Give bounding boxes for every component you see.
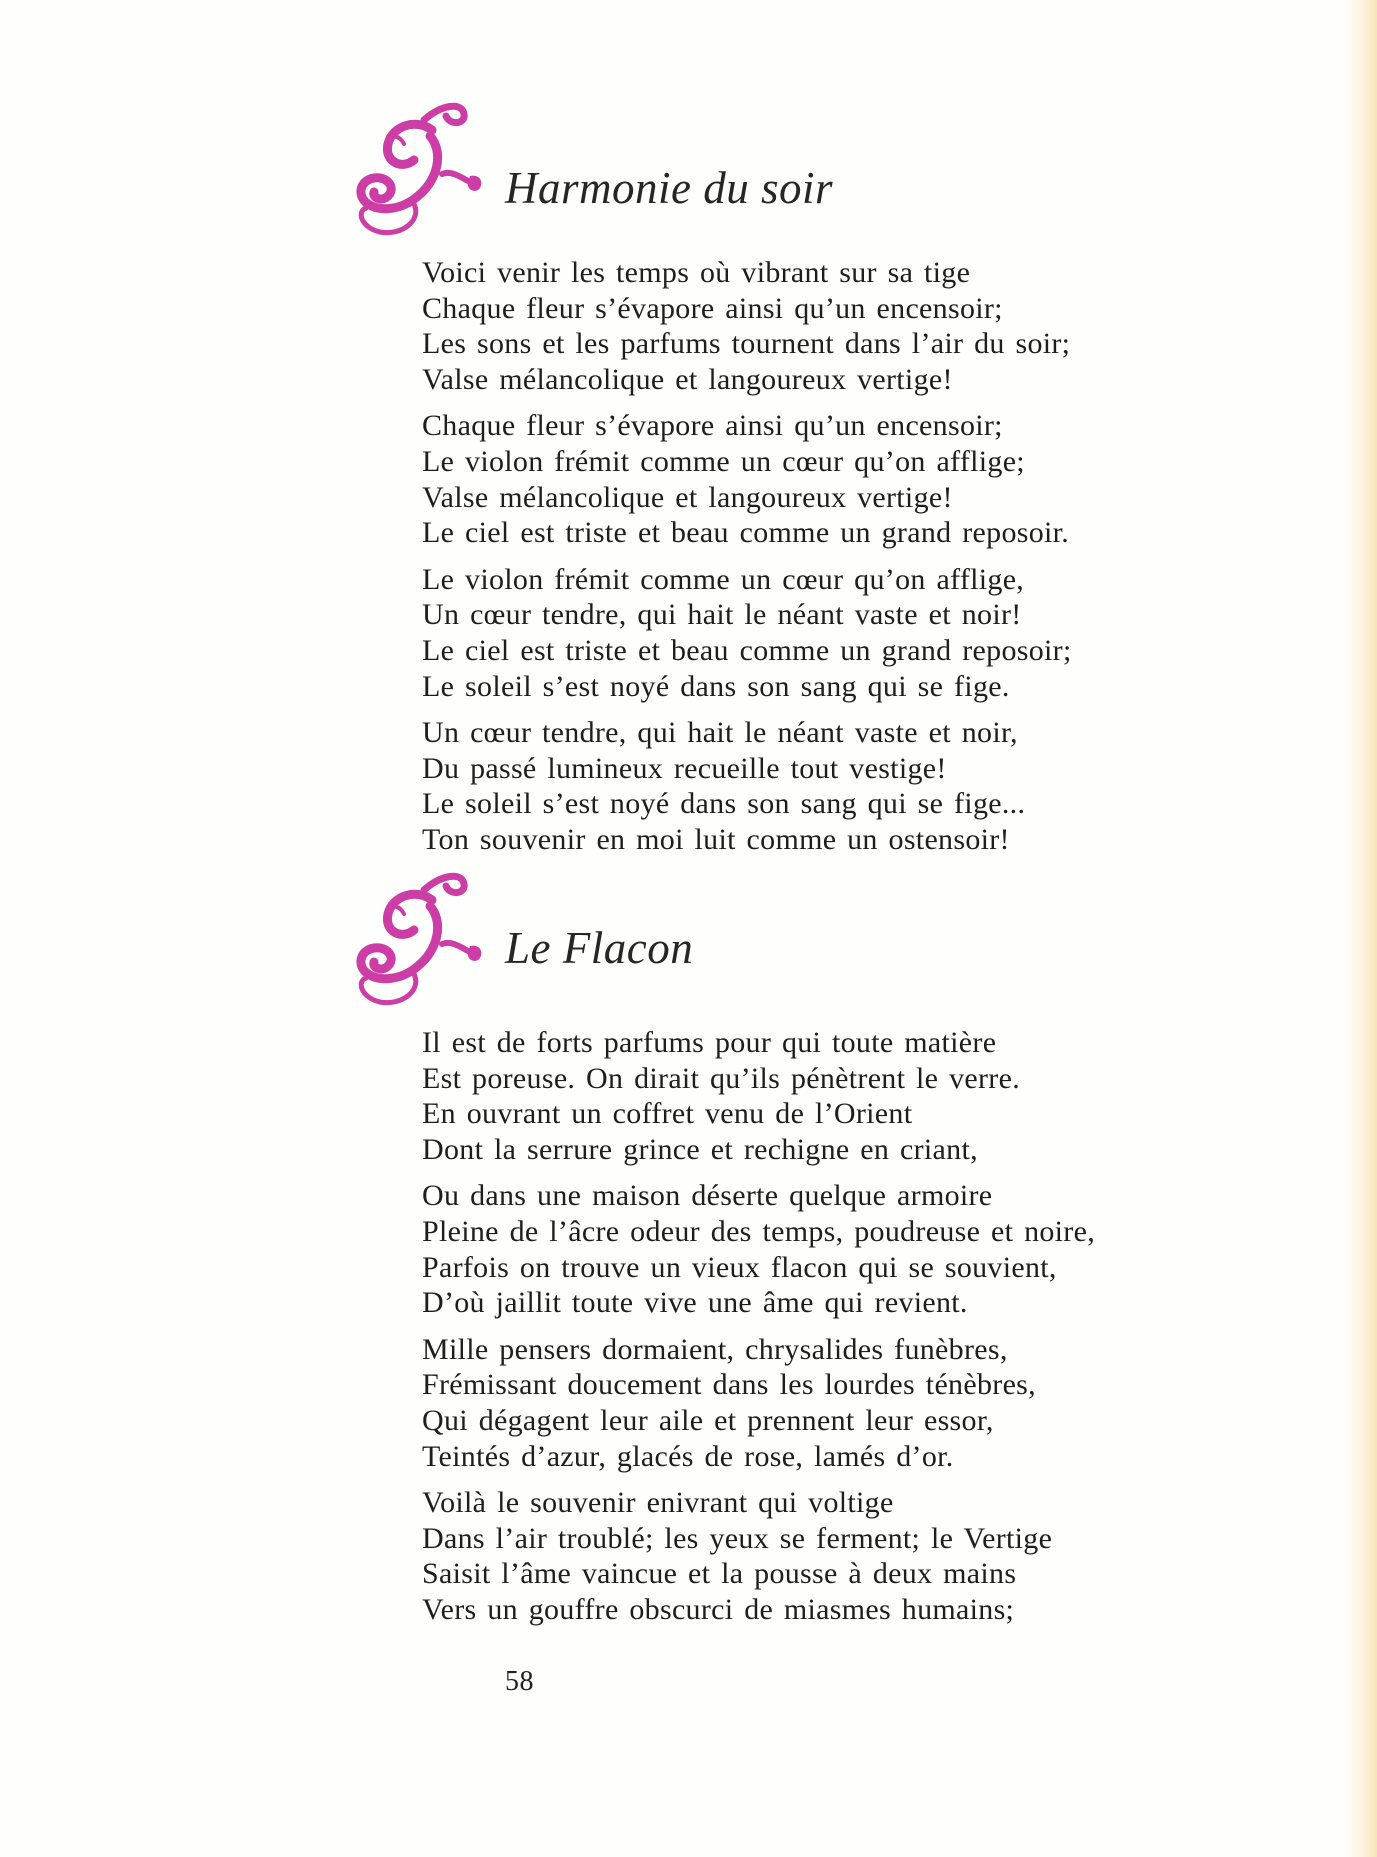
verse-line: Ou dans une maison déserte quelque armoire [422, 1179, 993, 1213]
verse-line: Est poreuse. On dirait qu’ils pénètrent le verre. [422, 1061, 1021, 1095]
verse-line: Le soleil s’est noyé dans son sang qui se fige. [422, 669, 1010, 703]
stanza [422, 715, 1200, 857]
verse-line: Saisit l’âme vaincue et la pousse à deux mains [422, 1557, 1017, 1591]
verse-line: Pleine de l’âcre odeur des temps, poudreuse et noire, [422, 1214, 1096, 1248]
verse-line: Mille pensers dormaient, chrysalides funèbres, [422, 1332, 1008, 1366]
floral-swash-ornament-icon [352, 870, 494, 1018]
verse-line: Le ciel est triste et beau comme un grand reposoir. [422, 516, 1070, 550]
verse-line: Le ciel est triste et beau comme un grand reposoir; [422, 633, 1072, 667]
verse-line: Un cœur tendre, qui hait le néant vaste et noir! [422, 598, 1022, 632]
verse-line: Le violon frémit comme un cœur qu’on afflige, [422, 562, 1025, 596]
poem-stanzas [422, 255, 1200, 858]
stanza [422, 1178, 1200, 1320]
poem-title: Le Flacon [505, 923, 694, 973]
verse-line: Valse mélancolique et langoureux vertige! [422, 480, 953, 514]
verse-line: Valse mélancolique et langoureux vertige! [422, 362, 953, 396]
verse-line: Dans l’air troublé; les yeux se ferment; le Vertige [422, 1521, 1053, 1555]
verse-line: D’où jaillit toute vive une âme qui revient. [422, 1286, 968, 1320]
poem-header [0, 100, 1200, 255]
verse-line: Le soleil s’est noyé dans son sang qui se fige... [422, 787, 1026, 821]
poem-le-flacon [0, 870, 1200, 1639]
poem-stanzas [422, 1025, 1200, 1628]
verse-line: Frémissant doucement dans les lourdes ténèbres, [422, 1368, 1036, 1402]
ornament-svg [352, 870, 494, 1018]
verse-line: Il est de forts parfums pour qui toute matière [422, 1026, 997, 1059]
verse-line: Un cœur tendre, qui hait le néant vaste et noir, [422, 716, 1018, 750]
poem-header [0, 870, 1200, 1025]
poem-harmonie-du-soir [0, 100, 1200, 869]
verse-line: Qui dégagent leur aile et prennent leur essor, [422, 1403, 994, 1437]
verse-line: En ouvrant un coffret venu de l’Orient [422, 1097, 913, 1131]
stanza [422, 1485, 1200, 1627]
verse-line: Parfois on trouve un vieux flacon qui se souvient, [422, 1250, 1057, 1284]
verse-line: Voilà le souvenir enivrant qui voltige [422, 1486, 894, 1520]
stanza [422, 408, 1200, 550]
floral-swash-ornament-icon [352, 100, 494, 248]
verse-line: Chaque fleur s’évapore ainsi qu’un encensoir; [422, 291, 1003, 325]
verse-line: Dont la serrure grince et rechigne en criant, [422, 1132, 978, 1166]
stanza [422, 562, 1200, 704]
stanza [422, 1025, 1200, 1167]
stanza [422, 255, 1200, 397]
verse-line: Du passé lumineux recueille tout vestige! [422, 751, 947, 785]
page-number: 58 [505, 1666, 534, 1697]
verse-line: Les sons et les parfums tournent dans l’air du soir; [422, 327, 1071, 361]
verse-line: Teintés d’azur, glacés de rose, lamés d’or. [422, 1439, 954, 1473]
verse-line: Chaque fleur s’évapore ainsi qu’un encensoir; [422, 409, 1003, 443]
ornament-svg [352, 100, 494, 248]
verse-line: Ton souvenir en moi luit comme un ostensoir! [422, 822, 1010, 856]
stanza [422, 1332, 1200, 1474]
verse-line: Voici venir les temps où vibrant sur sa tige [422, 256, 971, 289]
poem-title: Harmonie du soir [505, 163, 834, 213]
verse-line: Le violon frémit comme un cœur qu’on afflige; [422, 444, 1025, 478]
verse-line: Vers un gouffre obscurci de miasmes humains; [422, 1592, 1015, 1626]
page-edge-shadow [1343, 0, 1377, 1857]
